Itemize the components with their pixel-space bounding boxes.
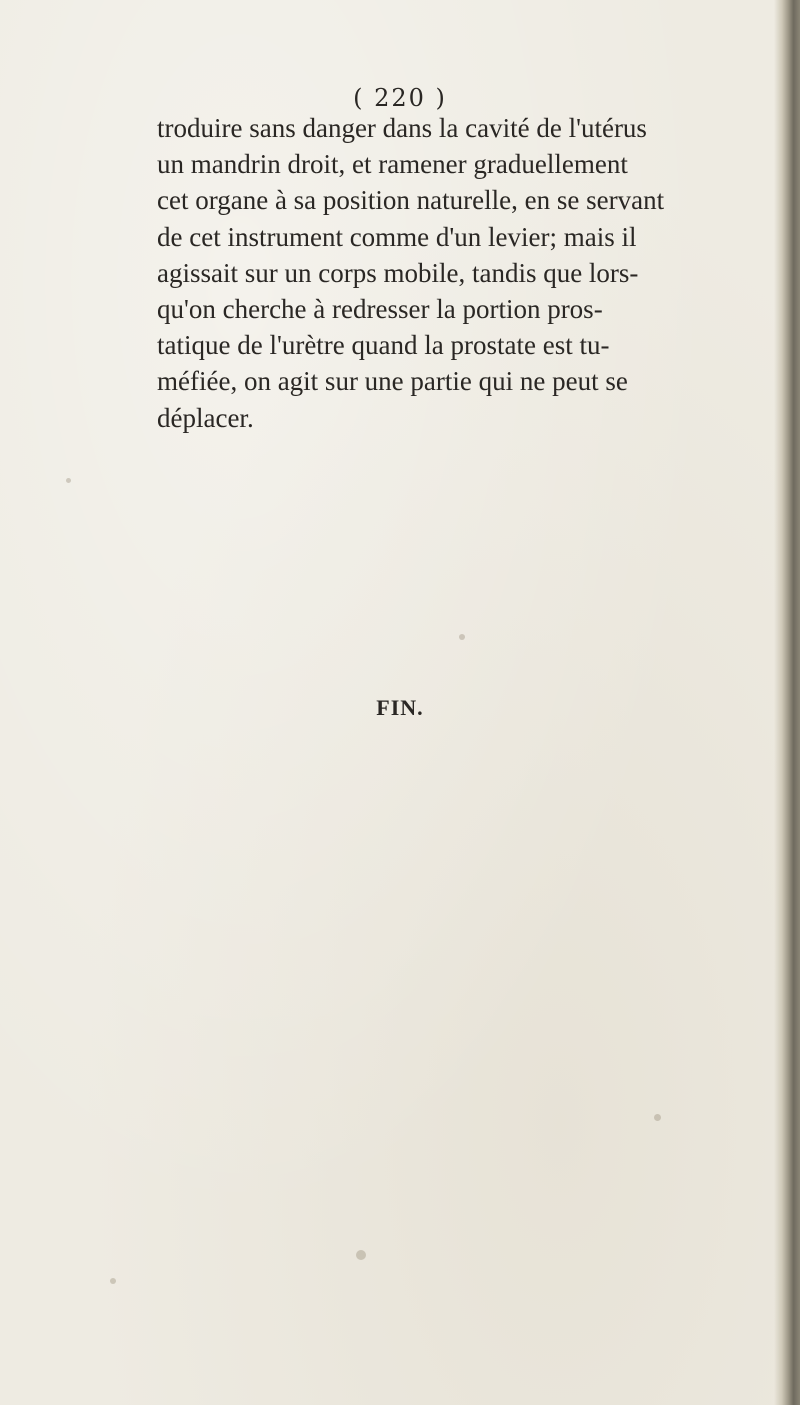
text-line: agissait sur un corps mobile, tandis que lors- [157, 257, 639, 288]
text-line: de cet instrument comme d'un levier; mais il [157, 221, 637, 252]
text-line: cet organe à sa position naturelle, en se servant [157, 185, 665, 216]
end-mark: FIN. [376, 695, 424, 720]
paper-speck [654, 1114, 661, 1121]
paper-speck [66, 478, 71, 483]
text-line: un mandrin droit, et ramener graduellement [157, 149, 628, 180]
page-number: ( 220 ) [353, 84, 447, 112]
text-line: méfiée, on agit sur une partie qui ne peut se [157, 366, 628, 397]
text-line: tatique de l'urètre quand la prostate est tu- [157, 330, 610, 361]
body-text [157, 110, 800, 436]
paper-speck [459, 634, 465, 640]
paper-speck [110, 1278, 116, 1284]
text-line: troduire sans danger dans la cavité de l'utérus [157, 113, 647, 143]
paper-speck [356, 1250, 366, 1260]
text-line: déplacer. [157, 402, 254, 433]
text-line: qu'on cherche à redresser la portion pros- [157, 294, 603, 325]
